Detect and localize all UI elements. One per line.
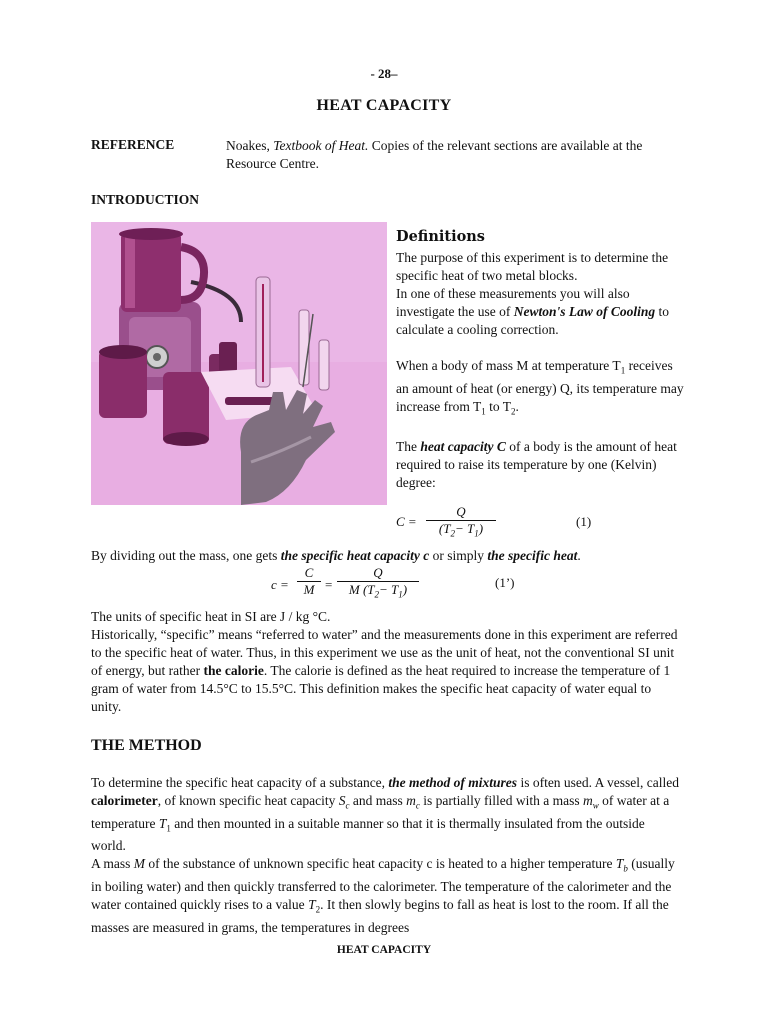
eq1-fraction [426,504,496,539]
method-paragraph-2 [91,855,681,936]
definitions-heading: Definitions [396,228,485,245]
eq1-denominator [426,521,496,539]
text-span: receives an amount of heat (or energy) Q, its temperature may increase from T [396,358,684,414]
text-span: to calculate a cooling correction. [396,304,670,337]
text-span: (usually in boiling water) and then quickly transferred to the calorimeter. The temperature of the calorimeter and the water contained quickly rises to a value [91,856,675,913]
symbol: T [308,897,316,913]
eq2-fraction-1 [297,565,321,598]
text-span: ) [478,521,484,536]
text-span: . It then slowly begins to fall as heat is lost to the room. If all the masses are measured in grams, the temperatures in degrees [91,897,669,935]
calorimeter-term: calorimeter [91,793,158,808]
text-span: or simply [432,548,484,563]
text-span: of the substance of unknown specific heat capacity c is heated to a higher temperature [148,856,613,872]
subscript: 2 [315,904,321,915]
apparatus-photo [91,222,387,505]
units-line: The units of specific heat in SI are J / kg °C. [91,609,331,624]
dividing-text [91,547,691,565]
subscript: 2 [510,406,516,417]
symbol: M [133,856,146,872]
text-span: M (T [348,582,375,597]
reference-note: Copies of the relevant sections are available at the Resource Centre. [226,138,643,171]
eq1-lhs: C = [396,514,417,529]
page-number: - 28– [370,66,398,81]
text-span: Historically, “specific” means “referred to water” and the measurements done in this experiment are referred to the specific heat of water. Thus, in this experiment we use as the unit of heat, not the conventional SI unit of energy, but rather [91,627,678,678]
text-span: − T [379,582,399,597]
eq1-numerator: Q [426,504,496,521]
text-span: , of known specific heat capacity [157,793,336,808]
method-of-mixtures-term: the method of mixtures [388,775,518,790]
introduction-heading: INTRODUCTION [91,192,200,207]
symbol: T [615,856,624,872]
reference-book-title: Textbook of Heat. [273,138,369,153]
subscript: 1 [398,589,403,600]
text-span: of a body is the amount of heat required to raise its temperature by one (Kelvin) degree: [396,439,677,491]
subscript: b [623,864,628,875]
text-span: − T [454,521,475,536]
text-span: and mass [352,793,403,808]
text-span: to T [489,398,511,414]
text-span: To determine the specific heat capacity of a substance, [91,775,386,790]
subscript: 1 [620,365,626,376]
reference-label: REFERENCE [91,137,175,152]
units-text [91,608,681,716]
newtons-law-term: Newton's Law of Cooling [513,304,656,319]
eq2-label: (1’) [495,575,515,590]
method-heading: THE METHOD [91,737,202,754]
subscript: 1 [474,528,479,539]
text-span: The [396,439,417,455]
symbol: T [158,815,167,831]
text-span: In one of these measurements you will also investigate the use of [396,286,630,319]
definitions-body-mass: When a body of mass M at temperature $T_1$ receives an amount of heat (or energy) Q, its temperature may increase from $T_1$ to $T_2$. [396,358,684,417]
text-span: . [577,548,581,563]
text-span: (T [438,521,451,536]
text-span: of water at a temperature [91,793,670,831]
text-span: is often used. A vessel, called [520,775,680,790]
subscript: 1 [166,823,171,834]
text-span: A mass [91,856,131,872]
subscript: 1 [481,406,486,417]
eq2-numerator-2: Q [337,565,419,582]
reference-author: Noakes, [226,138,270,153]
specific-heat-term: the specific heat [487,548,578,563]
eq1-label: (1) [576,514,592,529]
text-span: By dividing out the mass, one gets [91,548,278,563]
page-footer: HEAT CAPACITY [336,944,432,956]
method-text [91,774,681,937]
equation-1-prime [91,565,691,607]
eq2-lhs: c = [271,577,289,592]
eq2-denominator-2 [337,582,419,600]
subscript: 2 [374,589,380,600]
method-paragraph-1 [91,774,681,855]
eq2-denominator-1: M [303,582,315,597]
historical-note [91,626,681,716]
text-span: ) [402,582,408,597]
symbol: m [583,793,593,808]
apparatus-illustration [91,222,387,505]
definitions-text [396,249,686,492]
text-span: and then mounted in a suitable manner so that it is thermally insulated from the outside world. [91,815,645,854]
definitions-purpose: The purpose of this experiment is to determine the specific heat of two metal blocks. [396,250,669,283]
subscript: 2 [450,528,455,539]
definitions-newton [396,285,686,339]
symbol: S [338,793,346,808]
subscript: c [415,800,420,811]
eq2-numerator-1: C [297,565,321,582]
text-span: . The calorie is defined as the heat required to increase the temperature of 1 gram of water from 14.5°C to 15.5°C. This definition makes the specific heat capacity of water equal to unity. [91,663,671,714]
equation-1 [396,504,696,544]
subscript: c [345,800,350,811]
definitions-heat-capacity [396,438,686,492]
symbol: m [406,793,416,808]
text-span: When a body of mass M at temperature T [396,358,621,373]
subscript: w [592,800,599,811]
heat-capacity-term: heat capacity C [420,439,506,455]
text-span: is partially filled with a mass [423,793,580,808]
reference-text [226,137,686,173]
eq2-equals: = [325,577,333,592]
page-title: HEAT CAPACITY [316,97,452,114]
eq2-fraction-2 [337,565,419,600]
calorie-term: the calorie [203,663,264,678]
specific-heat-capacity-term: the specific heat capacity c [280,548,430,563]
